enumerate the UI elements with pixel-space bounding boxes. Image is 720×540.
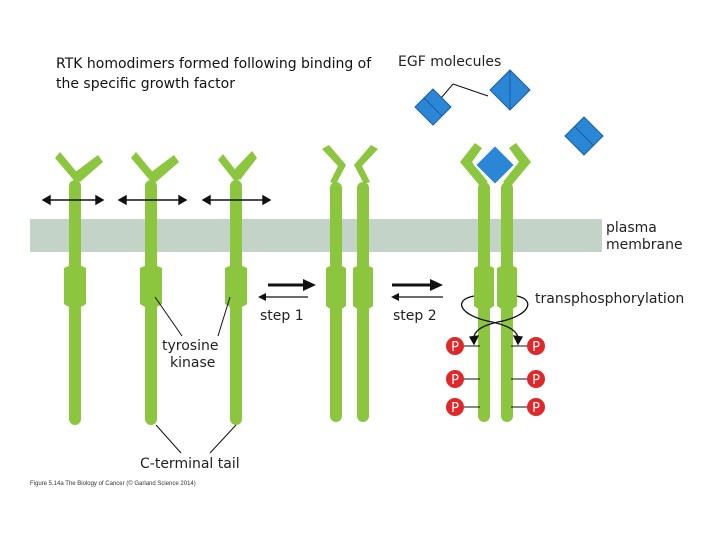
c-terminal-label: C-terminal tail <box>140 456 240 472</box>
step-1-label: step 1 <box>260 308 304 324</box>
egf-molecules <box>415 70 603 185</box>
caption-line-2: the specific growth factor <box>56 76 235 92</box>
phosphate-groups <box>446 337 545 416</box>
plasma-membrane-band <box>30 219 602 252</box>
membrane-label-1: plasma <box>606 220 657 236</box>
receptor-monomer-2 <box>131 152 179 425</box>
phospho-label: P <box>532 373 540 388</box>
step-arrows <box>258 279 443 301</box>
tyrosine-label: tyrosine <box>162 338 219 354</box>
caption-line-1: RTK homodimers formed following binding of <box>56 56 372 72</box>
phospho-label: P <box>451 373 459 388</box>
transphosphorylation-label: transphosphorylation <box>535 291 685 307</box>
receptor-dimer <box>322 145 378 422</box>
leader-lines <box>155 297 236 453</box>
egf-label: EGF molecules <box>398 54 502 70</box>
phospho-label: P <box>532 401 540 416</box>
receptor-monomer-3 <box>218 151 257 425</box>
phospho-label: P <box>451 340 459 355</box>
receptor-monomer-1 <box>55 152 103 425</box>
phospho-label: P <box>451 401 459 416</box>
step-2-label: step 2 <box>393 308 437 324</box>
membrane-label-2: membrane <box>606 237 683 253</box>
transphosphorylation-arrows <box>462 296 528 344</box>
phospho-label: P <box>532 340 540 355</box>
kinase-label: kinase <box>170 355 216 371</box>
figure-credit: Figure 5.14a The Biology of Cancer (© Garland Science 2014) <box>30 481 196 487</box>
